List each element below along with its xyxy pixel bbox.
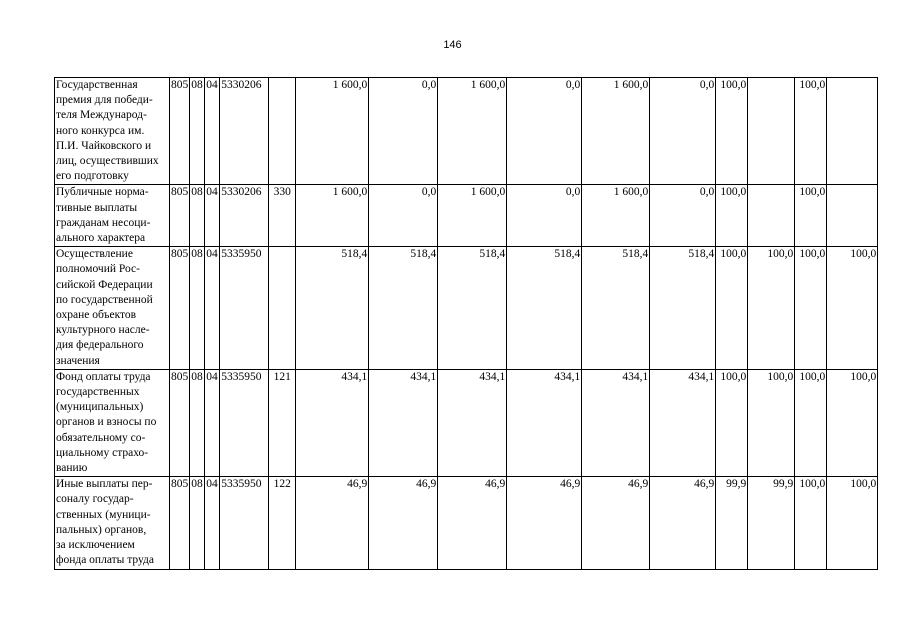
target-article-cell: 5330206: [220, 185, 269, 247]
gr-code-cell: 805: [170, 369, 190, 476]
subsection-code-cell: 04: [205, 185, 220, 247]
percent-cell-4: [827, 185, 878, 247]
value-cell-4: 434,1: [507, 369, 582, 476]
row-name-line: соналу государ-: [56, 493, 134, 506]
row-name-cell: [55, 477, 170, 569]
percent-cell-2: 99,9: [748, 477, 795, 569]
row-name-line: Фонд оплаты труда: [56, 370, 151, 383]
value-cell-5: 1 600,0: [582, 185, 650, 247]
percent-cell-3: 100,0: [795, 78, 827, 185]
row-name-line: за исключением: [56, 539, 135, 552]
row-name-line: теля Международ-: [56, 109, 147, 122]
target-article-cell: 5335950: [220, 247, 269, 370]
gr-code-cell: 805: [170, 185, 190, 247]
row-name-line: Иные выплаты пер-: [56, 478, 153, 491]
value-cell-4: 46,9: [507, 477, 582, 569]
target-article-cell: 5335950: [220, 369, 269, 476]
table-row: [55, 477, 878, 569]
value-cell-6: 434,1: [650, 369, 716, 476]
value-cell-1: 518,4: [296, 247, 369, 370]
section-code-cell: 08: [190, 369, 205, 476]
value-cell-5: 46,9: [582, 477, 650, 569]
row-name-line: пальных) органов,: [56, 523, 147, 536]
expense-type-cell: 121: [269, 369, 296, 476]
row-name-line: Публичные норма-: [56, 186, 149, 199]
subsection-code-cell: 04: [205, 247, 220, 370]
row-name-line: сийской Федерации: [56, 278, 153, 291]
row-name-line: ственных (муници-: [56, 508, 151, 521]
percent-cell-2: 100,0: [748, 247, 795, 370]
value-cell-4: 518,4: [507, 247, 582, 370]
value-cell-6: 0,0: [650, 185, 716, 247]
percent-cell-2: 100,0: [748, 369, 795, 476]
expense-type-cell: [269, 247, 296, 370]
percent-cell-1: 99,9: [716, 477, 748, 569]
value-cell-6: 46,9: [650, 477, 716, 569]
row-name-line: охране объектов: [56, 309, 137, 322]
row-name-line: культурного насле-: [56, 324, 150, 337]
row-name-line: ального характера: [56, 232, 146, 245]
row-name-line: П.И. Чайковского и: [56, 139, 152, 152]
value-cell-2: 434,1: [369, 369, 438, 476]
percent-cell-1: 100,0: [716, 247, 748, 370]
row-name-line: его подготовку: [56, 170, 129, 183]
percent-cell-4: 100,0: [827, 247, 878, 370]
value-cell-5: 1 600,0: [582, 78, 650, 185]
row-name-line: циальному страхо-: [56, 446, 149, 459]
subsection-code-cell: 04: [205, 477, 220, 569]
row-name-line: ванию: [56, 462, 88, 475]
row-name-line: ного конкурса им.: [56, 124, 145, 137]
value-cell-1: 1 600,0: [296, 78, 369, 185]
table-row: [55, 78, 878, 185]
gr-code-cell: 805: [170, 78, 190, 185]
value-cell-5: 434,1: [582, 369, 650, 476]
row-name-cell: [55, 78, 170, 185]
row-name-line: полномочий Рос-: [56, 263, 140, 276]
value-cell-1: 46,9: [296, 477, 369, 569]
value-cell-5: 518,4: [582, 247, 650, 370]
row-name-cell: [55, 247, 170, 370]
row-name-line: Государственная: [56, 79, 138, 91]
percent-cell-3: 100,0: [795, 185, 827, 247]
target-article-cell: 5330206: [220, 78, 269, 185]
expense-type-cell: 122: [269, 477, 296, 569]
value-cell-3: 518,4: [438, 247, 507, 370]
value-cell-2: 46,9: [369, 477, 438, 569]
row-name-line: по государственной: [56, 293, 153, 306]
section-code-cell: 08: [190, 477, 205, 569]
row-name-line: обязательному со-: [56, 431, 146, 444]
section-code-cell: 08: [190, 78, 205, 185]
value-cell-2: 0,0: [369, 185, 438, 247]
percent-cell-2: [748, 185, 795, 247]
value-cell-3: 434,1: [438, 369, 507, 476]
value-cell-3: 1 600,0: [438, 78, 507, 185]
expense-type-cell: 330: [269, 185, 296, 247]
target-article-cell: 5335950: [220, 477, 269, 569]
row-name-line: дия федерального: [56, 339, 144, 352]
row-name-line: (муниципальных): [56, 401, 144, 414]
row-name-line: значения: [56, 354, 100, 367]
gr-code-cell: 805: [170, 477, 190, 569]
budget-table: [54, 77, 878, 570]
value-cell-1: 1 600,0: [296, 185, 369, 247]
table-row: [55, 369, 878, 476]
value-cell-3: 46,9: [438, 477, 507, 569]
row-name-line: гражданам несоци-: [56, 216, 151, 229]
percent-cell-1: 100,0: [716, 78, 748, 185]
percent-cell-1: 100,0: [716, 185, 748, 247]
value-cell-3: 1 600,0: [438, 185, 507, 247]
value-cell-6: 0,0: [650, 78, 716, 185]
section-code-cell: 08: [190, 185, 205, 247]
subsection-code-cell: 04: [205, 369, 220, 476]
table-row: [55, 247, 878, 370]
row-name-line: Осуществление: [56, 248, 133, 261]
value-cell-2: 0,0: [369, 78, 438, 185]
row-name-line: премия для победи-: [56, 94, 153, 107]
percent-cell-2: [748, 78, 795, 185]
section-code-cell: 08: [190, 247, 205, 370]
table-body: [55, 78, 878, 570]
percent-cell-1: 100,0: [716, 369, 748, 476]
row-name-line: государственных: [56, 386, 140, 399]
expense-type-cell: [269, 78, 296, 185]
percent-cell-4: 100,0: [827, 477, 878, 569]
page-number: 146: [443, 39, 462, 51]
value-cell-4: 0,0: [507, 78, 582, 185]
row-name-cell: [55, 369, 170, 476]
percent-cell-3: 100,0: [795, 369, 827, 476]
value-cell-4: 0,0: [507, 185, 582, 247]
percent-cell-4: [827, 78, 878, 185]
subsection-code-cell: 04: [205, 78, 220, 185]
percent-cell-3: 100,0: [795, 247, 827, 370]
percent-cell-3: 100,0: [795, 477, 827, 569]
row-name-line: лиц, осуществивших: [56, 155, 159, 168]
row-name-line: органов и взносы по: [56, 416, 157, 429]
value-cell-6: 518,4: [650, 247, 716, 370]
row-name-line: тивные выплаты: [56, 201, 138, 214]
row-name-cell: [55, 185, 170, 247]
row-name-line: фонда оплаты труда: [56, 554, 155, 567]
percent-cell-4: 100,0: [827, 369, 878, 476]
table-row: [55, 185, 878, 247]
value-cell-1: 434,1: [296, 369, 369, 476]
gr-code-cell: 805: [170, 247, 190, 370]
value-cell-2: 518,4: [369, 247, 438, 370]
